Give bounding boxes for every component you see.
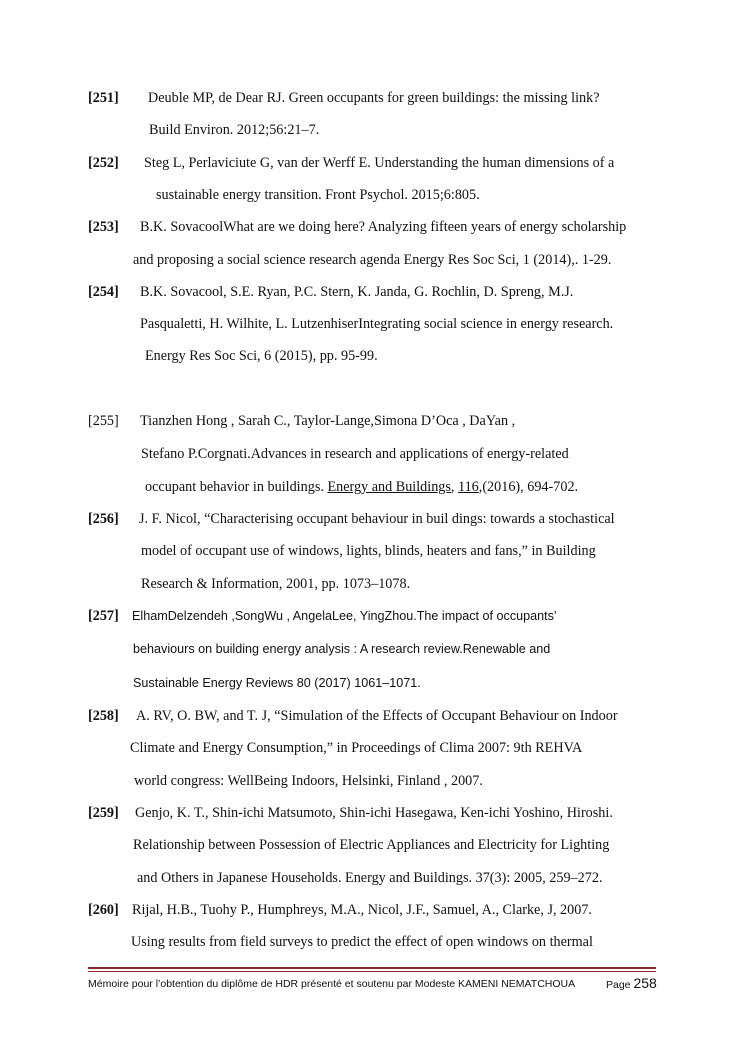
- reference-text: Stefano P.Corgnati.Advances in research and applications of energy-related: [141, 446, 569, 462]
- volume-link[interactable]: 116: [458, 479, 479, 495]
- reference-number: [253]: [88, 219, 119, 235]
- reference-text: Genjo, K. T., Shin-ichi Matsumoto, Shin-ichi Hasegawa, Ken-ichi Yoshino, Hiroshi.: [135, 805, 613, 821]
- reference-text-suffix: ,(2016), 694-702.: [478, 479, 579, 495]
- page-number: [606, 975, 657, 993]
- reference-text: Rijal, H.B., Tuohy P., Humphreys, M.A., Nicol, J.F., Samuel, A., Clarke, J, 2007.: [132, 902, 592, 918]
- reference-number: [252]: [88, 155, 119, 171]
- reference-text: Sustainable Energy Reviews 80 (2017) 1061–1071.: [133, 676, 421, 690]
- reference-text: Steg L, Perlaviciute G, van der Werff E. Understanding the human dimensions of a: [144, 155, 615, 171]
- reference-text: model of occupant use of windows, lights, blinds, heaters and fans,” in Building: [141, 543, 596, 559]
- reference-number: [256]: [88, 511, 119, 527]
- footer-divider: [88, 967, 656, 969]
- reference-text: Build Environ. 2012;56:21–7.: [149, 122, 320, 138]
- page-label: Page: [606, 979, 631, 991]
- reference-text: and proposing a social science research agenda Energy Res Soc Sci, 1 (2014),. 1-29.: [133, 252, 612, 268]
- reference-text: behaviours on building energy analysis : A research review.Renewable and: [133, 642, 551, 656]
- reference-text: ElhamDelzendeh ,SongWu , AngelaLee, YingZhou.The impact of occupants’: [132, 609, 557, 623]
- reference-text: A. RV, O. BW, and T. J, “Simulation of the Effects of Occupant Behaviour on Indoor: [136, 708, 618, 724]
- reference-number: [254]: [88, 284, 119, 300]
- journal-link[interactable]: Energy and Buildings: [327, 479, 451, 495]
- reference-text: [145, 478, 578, 496]
- reference-text: Using results from field surveys to predict the effect of open windows on thermal: [131, 934, 593, 950]
- reference-text-prefix: occupant behavior in buildings.: [145, 479, 328, 495]
- reference-text: Deuble MP, de Dear RJ. Green occupants for green buildings: the missing link?: [148, 90, 600, 106]
- reference-number: [255]: [88, 413, 119, 429]
- reference-text: Research & Information, 2001, pp. 1073–1078.: [141, 576, 411, 592]
- reference-text: Tianzhen Hong , Sarah C., Taylor-Lange,Simona D’Oca , DaYan ,: [140, 413, 516, 429]
- reference-text: B.K. Sovacool, S.E. Ryan, P.C. Stern, K. Janda, G. Rochlin, D. Spreng, M.J.: [140, 284, 574, 300]
- reference-text-separator: ,: [450, 479, 459, 495]
- footer-text: Mémoire pour l’obtention du diplôme de HDR présenté et soutenu par Modeste KAMENI NEMATCHOUA: [88, 978, 576, 990]
- page-number-value: 258: [633, 975, 657, 991]
- reference-text: world congress: WellBeing Indoors, Helsinki, Finland , 2007.: [134, 773, 483, 789]
- footer-divider-thin: [88, 971, 656, 972]
- reference-text: Climate and Energy Consumption,” in Proceedings of Clima 2007: 9th REHVA: [130, 740, 583, 756]
- reference-number: [260]: [88, 902, 119, 918]
- reference-text: Relationship between Possession of Electric Appliances and Electricity for Lighting: [133, 837, 610, 853]
- reference-text: Pasqualetti, H. Wilhite, L. LutzenhiserIntegrating social science in energy research.: [140, 316, 614, 332]
- reference-number: [259]: [88, 805, 119, 821]
- reference-text: B.K. SovacoolWhat are we doing here? Analyzing fifteen years of energy scholarship: [140, 219, 627, 235]
- reference-text: sustainable energy transition. Front Psychol. 2015;6:805.: [156, 187, 480, 203]
- reference-number: [251]: [88, 90, 119, 106]
- reference-number: [257]: [88, 608, 119, 624]
- reference-text: J. F. Nicol, “Characterising occupant behaviour in buil dings: towards a stochastical: [139, 511, 615, 527]
- reference-number: [258]: [88, 708, 119, 724]
- reference-text: and Others in Japanese Households. Energy and Buildings. 37(3): 2005, 259–272.: [137, 870, 603, 886]
- reference-text: Energy Res Soc Sci, 6 (2015), pp. 95-99.: [145, 348, 378, 364]
